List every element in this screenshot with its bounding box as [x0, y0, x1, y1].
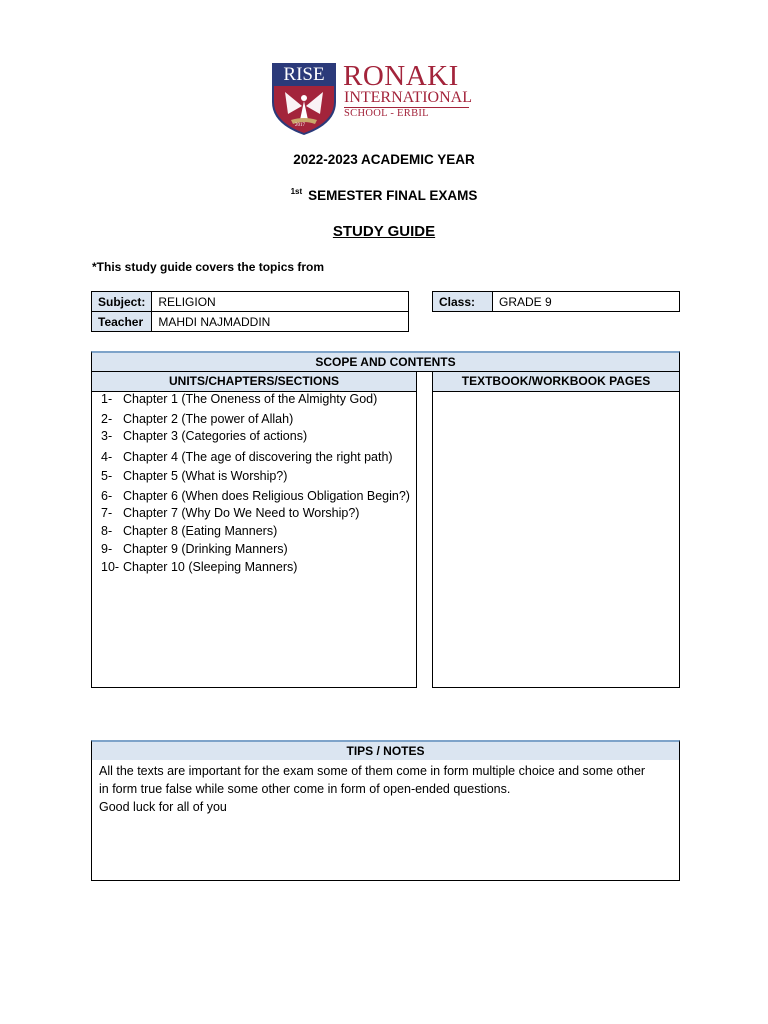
- chapter-title: Chapter 2 (The power of Allah): [123, 412, 294, 426]
- subject-row: [92, 292, 409, 312]
- class-row: [433, 292, 680, 312]
- semester-ordinal: 1st: [290, 187, 303, 196]
- school-name-line2: INTERNATIONAL: [344, 89, 472, 106]
- pages-column-header: TEXTBOOK/WORKBOOK PAGES: [432, 371, 680, 392]
- page-title: STUDY GUIDE: [332, 223, 436, 240]
- tips-box: [91, 760, 680, 881]
- scope-header: SCOPE AND CONTENTS: [91, 351, 680, 372]
- class-value: GRADE 9: [493, 292, 680, 312]
- chapter-title: Chapter 3 (Categories of actions): [123, 429, 308, 443]
- chapter-number: 10-: [101, 560, 120, 574]
- teacher-value: MAHDI NAJMADDIN: [152, 312, 409, 332]
- class-table: [432, 291, 680, 312]
- chapter-title: Chapter 9 (Drinking Manners): [123, 542, 288, 556]
- covers-note: *This study guide covers the topics from: [92, 260, 325, 274]
- crest-text: RISE: [283, 64, 325, 85]
- tips-line: in form true false while some other come in form of open-ended questions.: [99, 782, 511, 796]
- chapter-number: 3-: [101, 429, 113, 443]
- crest-year: 2017: [295, 123, 305, 128]
- tips-text: [99, 762, 645, 816]
- chapter-title: Chapter 1 (The Oneness of the Almighty God): [123, 392, 378, 406]
- school-name: RONAKI: [343, 60, 459, 92]
- chapter-title: Chapter 4 (The age of discovering the right path): [123, 450, 393, 464]
- tips-line: Good luck for all of you: [99, 800, 227, 814]
- chapter-number: 8-: [101, 524, 113, 538]
- chapter-title: Chapter 8 (Eating Manners): [123, 524, 278, 538]
- chapter-number: 6-: [101, 489, 113, 503]
- school-logo: [271, 62, 476, 138]
- tips-line: All the texts are important for the exam some of them come in form multiple choice and some other: [99, 764, 646, 778]
- chapter-title: Chapter 7 (Why Do We Need to Worship?): [123, 506, 360, 520]
- teacher-row: [92, 312, 409, 332]
- chapter-title: Chapter 10 (Sleeping Manners): [123, 560, 298, 574]
- subject-value: RELIGION: [152, 292, 409, 312]
- class-label: Class:: [433, 292, 493, 312]
- units-list-box: [91, 391, 417, 688]
- chapter-title: Chapter 5 (What is Worship?): [123, 469, 288, 483]
- chapter-number: 9-: [101, 542, 113, 556]
- semester-title: SEMESTER FINAL EXAMS: [308, 188, 478, 203]
- chapter-number: 4-: [101, 450, 113, 464]
- chapter-number: 7-: [101, 506, 113, 520]
- pages-box: [432, 391, 680, 688]
- subject-teacher-table: [91, 291, 409, 332]
- chapter-number: 1-: [101, 392, 113, 406]
- school-name-line3: SCHOOL - ERBIL: [344, 108, 429, 119]
- academic-year: 2022-2023 ACADEMIC YEAR: [293, 152, 475, 167]
- tips-header: TIPS / NOTES: [91, 740, 680, 761]
- subject-label: Subject:: [92, 292, 152, 312]
- chapter-number: 5-: [101, 469, 113, 483]
- semester-heading: [0, 187, 768, 203]
- units-column-header: UNITS/CHAPTERS/SECTIONS: [91, 371, 417, 392]
- chapter-title: Chapter 6 (When does Religious Obligation Begin?): [123, 489, 410, 503]
- teacher-label: Teacher: [92, 312, 152, 332]
- chapter-number: 2-: [101, 412, 113, 426]
